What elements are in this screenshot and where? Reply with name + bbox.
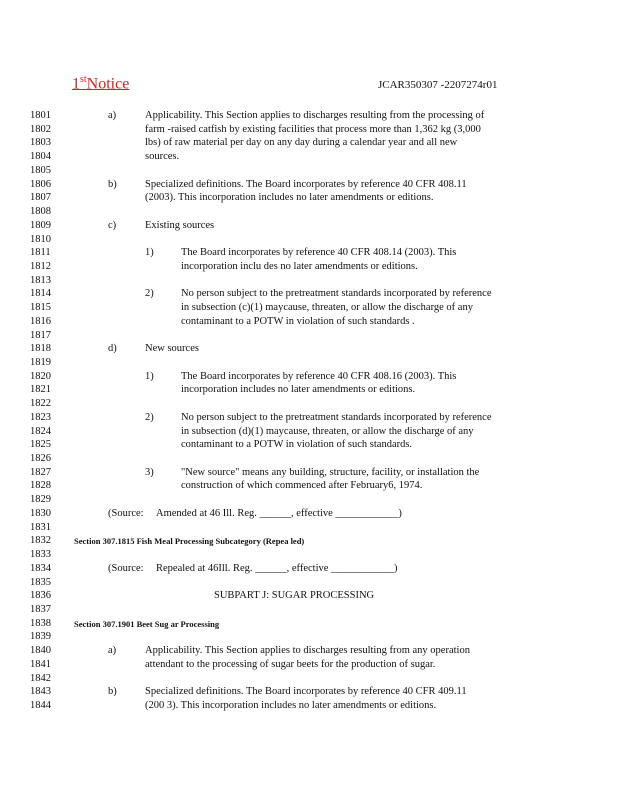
line-text: sources.: [145, 151, 180, 163]
paragraph-label: 1): [145, 247, 154, 259]
line-1802: [0, 123, 618, 137]
line-number: 1834: [30, 562, 51, 574]
line-1839: [0, 630, 618, 644]
section-heading: Section 307.1815 Fish Meal Processing Subcategory (Repea led): [74, 536, 305, 547]
paragraph-label: 3): [145, 466, 154, 478]
line-1806: [0, 178, 618, 192]
line-1833: [0, 548, 618, 562]
line-text: Repealed at 46Ill. Reg. ______, effective ____________): [156, 562, 398, 574]
line-number: 1820: [30, 370, 51, 382]
line-number: 1826: [30, 453, 51, 464]
line-1825: [0, 438, 618, 452]
line-number: 1814: [30, 288, 51, 300]
line-number: 1821: [30, 384, 51, 396]
paragraph-label: a): [108, 110, 117, 121]
line-number: 1840: [30, 645, 51, 657]
line-1832: [0, 534, 618, 548]
section-heading: Section 307.1901 Beet Sug ar Processing: [74, 618, 220, 629]
line-number: 1811: [30, 247, 51, 259]
line-text: lbs) of raw material per day on any day during a calendar year and all new: [145, 137, 458, 149]
line-1803: [0, 136, 618, 150]
line-number: 1841: [30, 658, 51, 670]
line-text: in subsection (d)(1) maycause, threaten, or allow the discharge of any: [181, 425, 474, 437]
line-text: Existing sources: [145, 219, 215, 231]
line-number: 1807: [30, 192, 51, 204]
line-number: 1838: [30, 617, 51, 629]
line-number: 1803: [30, 137, 51, 149]
line-1815: [0, 301, 618, 315]
jcar-identifier: JCAR350307 -2207274r01: [378, 79, 498, 91]
line-number: 1836: [30, 590, 51, 602]
line-number: 1827: [30, 466, 51, 478]
line-1804: [0, 150, 618, 164]
paragraph-label: c): [108, 219, 117, 231]
line-1838: [0, 617, 618, 631]
line-text: contaminant to a POTW in violation of such standards .: [181, 315, 415, 327]
line-1811: [0, 246, 618, 260]
paragraph-label: (Source:: [108, 507, 144, 519]
line-number: 1837: [30, 603, 51, 615]
line-text: The Board incorporates by reference 40 CFR 408.14 (2003). This: [181, 247, 457, 259]
line-1841: [0, 658, 618, 672]
line-number: 1833: [30, 549, 51, 560]
notice-heading: 1stNotice: [72, 74, 130, 93]
line-number: 1813: [30, 274, 51, 286]
line-number: 1816: [30, 315, 51, 327]
line-1837: [0, 603, 618, 617]
line-1829: [0, 493, 618, 507]
line-1824: [0, 425, 618, 439]
line-number: 1824: [30, 425, 51, 437]
line-1826: [0, 452, 618, 466]
line-text: Applicability. This Section applies to discharges resulting from the processing of: [145, 110, 485, 121]
line-number: 1835: [30, 576, 51, 588]
line-1810: [0, 233, 618, 247]
line-1844: [0, 699, 618, 713]
line-1819: [0, 356, 618, 370]
line-number: 1842: [30, 672, 51, 684]
line-1843: [0, 685, 618, 699]
line-number: 1843: [30, 686, 51, 698]
line-1814: [0, 287, 618, 301]
line-number: 1832: [30, 535, 51, 547]
line-number: 1802: [30, 123, 51, 135]
line-number: 1818: [30, 343, 51, 355]
line-text: No person subject to the pretreatment standards incorporated by reference: [181, 288, 492, 300]
line-1827: [0, 466, 618, 480]
line-text: Applicability. This Section applies to discharges resulting from any operation: [145, 645, 470, 657]
line-text: farm -raised catfish by existing facilities that process more than 1,362 kg (3,000: [145, 123, 481, 135]
line-1808: [0, 205, 618, 219]
line-1801: [0, 109, 618, 123]
line-1816: [0, 315, 618, 329]
line-number: 1829: [30, 494, 51, 506]
line-1807: [0, 191, 618, 205]
line-text: Specialized definitions. The Board incorporates by reference 40 CFR 408.11: [145, 178, 467, 190]
line-text: Amended at 46 Ill. Reg. ______, effective ____________): [156, 507, 402, 519]
line-number: 1815: [30, 302, 51, 314]
line-1809: [0, 219, 618, 233]
paragraph-label: 2): [145, 288, 154, 300]
paragraph-label: b): [108, 686, 117, 698]
line-text: (2003). This incorporation includes no later amendments or editions.: [145, 192, 434, 204]
paragraph-label: 2): [145, 411, 154, 423]
line-1831: [0, 521, 618, 535]
line-number: 1801: [30, 110, 51, 121]
line-1805: [0, 164, 618, 178]
paragraph-label: 1): [145, 370, 154, 382]
line-1823: [0, 411, 618, 425]
line-text: The Board incorporates by reference 40 CFR 408.16 (2003). This: [181, 370, 457, 382]
line-1813: [0, 274, 618, 288]
line-1820: [0, 370, 618, 384]
line-number: 1804: [30, 151, 51, 163]
paragraph-label: d): [108, 343, 117, 355]
line-1842: [0, 672, 618, 686]
line-1840: [0, 644, 618, 658]
line-text: in subsection (c)(1) maycause, threaten, or allow the discharge of any: [181, 302, 473, 314]
line-1818: [0, 342, 618, 356]
line-1835: [0, 576, 618, 590]
line-number: 1828: [30, 480, 51, 492]
line-number: 1817: [30, 329, 51, 341]
line-number: 1844: [30, 700, 51, 711]
line-text: attendant to the processing of sugar beets for the production of sugar.: [145, 658, 436, 670]
line-1836: [0, 589, 618, 603]
line-1812: [0, 260, 618, 274]
line-1821: [0, 383, 618, 397]
line-text: "New source" means any building, structure, facility, or installation the: [181, 466, 480, 478]
line-text: incorporation inclu des no later amendments or editions.: [181, 260, 418, 272]
line-number: 1806: [30, 178, 51, 190]
line-text: New sources: [145, 343, 199, 355]
line-number: 1810: [30, 233, 51, 245]
line-number: 1831: [30, 521, 51, 533]
line-number: 1822: [30, 398, 51, 410]
line-number: 1823: [30, 411, 51, 423]
line-number: 1830: [30, 507, 51, 519]
subpart-heading: SUBPART J: SUGAR PROCESSING: [214, 590, 375, 602]
line-text: Specialized definitions. The Board incorporates by reference 40 CFR 409.11: [145, 686, 467, 698]
line-text: incorporation includes no later amendments or editions.: [181, 384, 416, 396]
line-text: contaminant to a POTW in violation of such standards.: [181, 439, 413, 451]
line-1828: [0, 479, 618, 493]
paragraph-label: (Source:: [108, 562, 144, 574]
line-text: No person subject to the pretreatment standards incorporated by reference: [181, 411, 492, 423]
line-1822: [0, 397, 618, 411]
line-1830: [0, 507, 618, 521]
line-number: 1819: [30, 357, 51, 368]
line-number: 1839: [30, 631, 51, 643]
line-number: 1812: [30, 260, 51, 272]
line-1817: [0, 329, 618, 343]
line-1834: [0, 562, 618, 576]
paragraph-label: a): [108, 645, 117, 657]
line-number: 1808: [30, 206, 51, 217]
line-number: 1805: [30, 164, 51, 176]
line-number: 1825: [30, 439, 51, 451]
line-text: construction of which commenced after February6, 1974.: [181, 480, 423, 492]
paragraph-label: b): [108, 178, 117, 190]
line-number: 1809: [30, 219, 51, 231]
line-text: (200 3). This incorporation includes no later amendments or editions.: [145, 700, 437, 711]
